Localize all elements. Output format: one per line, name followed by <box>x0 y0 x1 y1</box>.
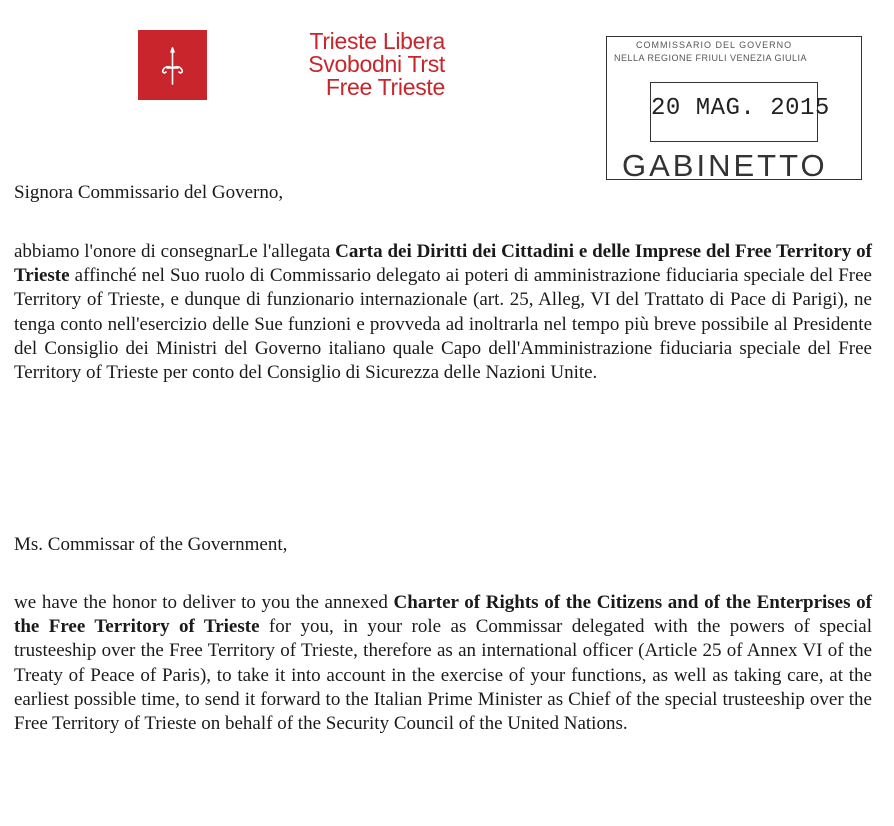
trieste-halberd-icon <box>138 30 207 100</box>
stamp-authority-line2: NELLA REGIONE FRIULI VENEZIA GIULIA <box>614 53 808 63</box>
org-name-italian: Trieste Libera <box>309 28 445 54</box>
stamp-authority-line1: COMMISSARIO DEL GOVERNO <box>636 40 793 50</box>
english-body-pre: we have the honor to deliver to you the annexed <box>14 592 394 613</box>
stamp-date: 20 MAG. 2015 <box>651 95 830 122</box>
stamp-date-box <box>650 82 830 142</box>
organization-names <box>270 30 445 99</box>
italian-body <box>14 240 872 385</box>
stamp-office: GABINETTO <box>622 148 828 183</box>
italian-body-pre: abbiamo l'onore di consegnarLe l'allegata <box>14 241 336 262</box>
english-body-post: for you, in your role as Commissar delegated with the powers of special trusteeship over the Free Territory of Trieste, therefore as an international officer (Article 25 of Annex VI of the Treaty of Peace of Paris), to take it into account in the exercise of your functions, as well as taking care, at the earliest possible time, to send it forward to the Italian Prime Minister as Chief of the special trusteeship over the Free Territory of Trieste on behalf of the Security Council of the United Nations. <box>14 616 872 735</box>
italian-body-post: affinché nel Suo ruolo di Commissario delegato ai poteri di amministrazione fiduciaria speciale del Free Territory of Trieste, e dunque di funzionario internazionale (art. 25, Alleg, VI del Trattato di Pace di Parigi), ne tenga conto nell'esercizio delle Sue funzioni e provveda ad inoltrarla nel tempo più breve possibile al Presidente del Consiglio dei Ministri del Governo italiano quale Capo dell'Amministrazione fiduciaria speciale del Free Territory of Trieste per conto del Consiglio di Sicurezza delle Nazioni Unite. <box>14 265 872 384</box>
italian-charter-title: Carta dei Diritti dei Cittadini e delle Imprese del Free Territory of Trieste <box>14 241 872 287</box>
italian-salutation: Signora Commissario del Governo, <box>14 182 284 203</box>
english-charter-title: Charter of Rights of the Citizens and of the Enterprises of the Free Territory of Trieste <box>14 592 872 638</box>
reception-stamp <box>606 36 862 183</box>
org-name-english: Free Trieste <box>325 74 445 100</box>
english-body <box>14 591 872 736</box>
english-salutation: Ms. Commissar of the Government, <box>14 534 288 555</box>
org-name-slovene: Svobodni Trst <box>308 51 445 77</box>
halberd-emblem <box>138 30 207 100</box>
